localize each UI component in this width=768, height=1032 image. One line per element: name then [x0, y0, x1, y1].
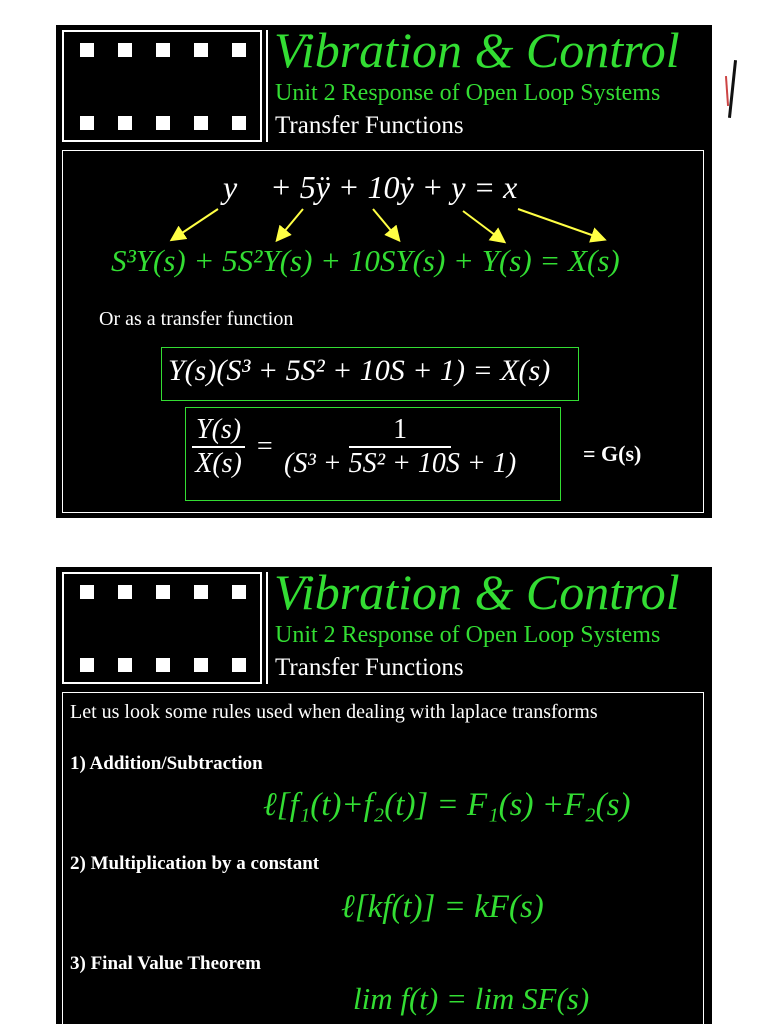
slide-title: Vibration & Control [274, 564, 680, 620]
rule-3-heading: 3) Final Value Theorem [70, 953, 261, 974]
rule-1-heading: 1) Addition/Subtraction [70, 753, 263, 774]
slide-2 [56, 564, 712, 1024]
gs-label: = G(s) [583, 441, 642, 466]
arrow-1 [173, 209, 218, 239]
unit-heading: Unit 2 Response of Open Loop Systems [275, 80, 661, 106]
slide-subtitle: Transfer Functions [275, 654, 464, 681]
tf-lhs-denominator: X(s) [195, 448, 242, 479]
rule-3-formula: lim f(t) = lim SF(s) [353, 981, 590, 1016]
arrow-3 [373, 209, 398, 239]
transfer-function-box [185, 407, 561, 501]
tf-rhs-denominator: (S³ + 5S² + 10S + 1) [284, 448, 517, 479]
slide-1 [56, 22, 712, 518]
unit-heading: Unit 2 Response of Open Loop Systems [275, 622, 661, 648]
transfer-function: $\frac{Y(s)}{X(s)}$ = $\frac{1}{\text{(S³ + 5S² + 10S + 1)}}$ [192, 414, 516, 480]
header-divider [266, 30, 268, 142]
differential-equation: y⃛ + 5ÿ + 10ẏ + y = x [223, 169, 518, 205]
slide-title: Vibration & Control [274, 22, 680, 78]
pen-mark [728, 60, 737, 118]
tf-rhs-numerator: 1 [349, 414, 451, 448]
intro-text: Or as a transfer function [99, 308, 294, 330]
arrow-4 [463, 211, 503, 241]
rule-2-formula: ℓ[kf(t)] = kF(s) [341, 889, 544, 925]
film-strip-logo [62, 30, 262, 142]
header-divider [266, 572, 268, 684]
tf-lhs-numerator: Y(s) [192, 414, 245, 448]
content-panel [62, 150, 704, 513]
rule-2-heading: 2) Multiplication by a constant [70, 853, 320, 874]
intro-text: Let us look some rules used when dealing with laplace transforms [70, 701, 598, 723]
arrow-2 [278, 209, 303, 239]
arrow-5 [518, 209, 603, 239]
slide-subtitle: Transfer Functions [275, 112, 464, 139]
laplace-equation: S³Y(s) + 5S²Y(s) + 10SY(s) + Y(s) = X(s) [111, 243, 620, 278]
pen-mark-red [725, 76, 729, 106]
rule-1-formula: ℓ[f₁(t)+f₂(t)] = F₁(s) +F₂(s) [263, 787, 631, 823]
content-panel [62, 692, 704, 1032]
factored-equation-box [161, 347, 579, 401]
film-strip-logo [62, 572, 262, 684]
factored-equation: Y(s)(S³ + 5S² + 10S + 1) = X(s) [168, 354, 551, 387]
